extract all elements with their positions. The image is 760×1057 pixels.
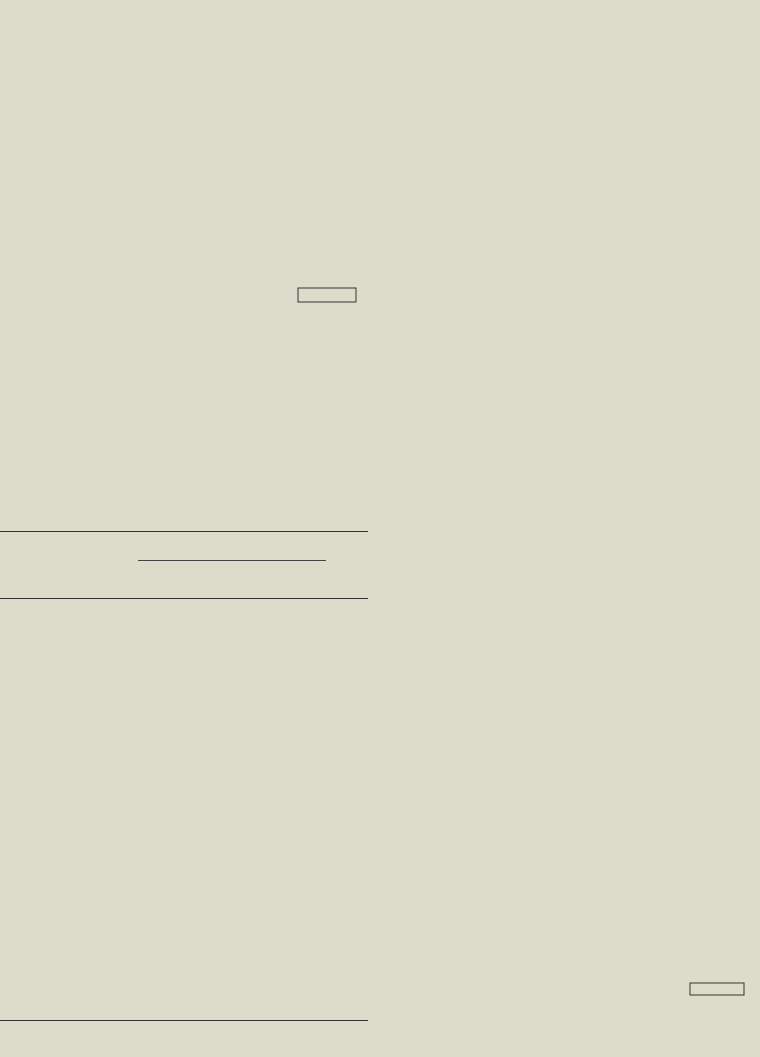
figure-4 (0, 0, 372, 312)
figure-5 (392, 728, 760, 1020)
